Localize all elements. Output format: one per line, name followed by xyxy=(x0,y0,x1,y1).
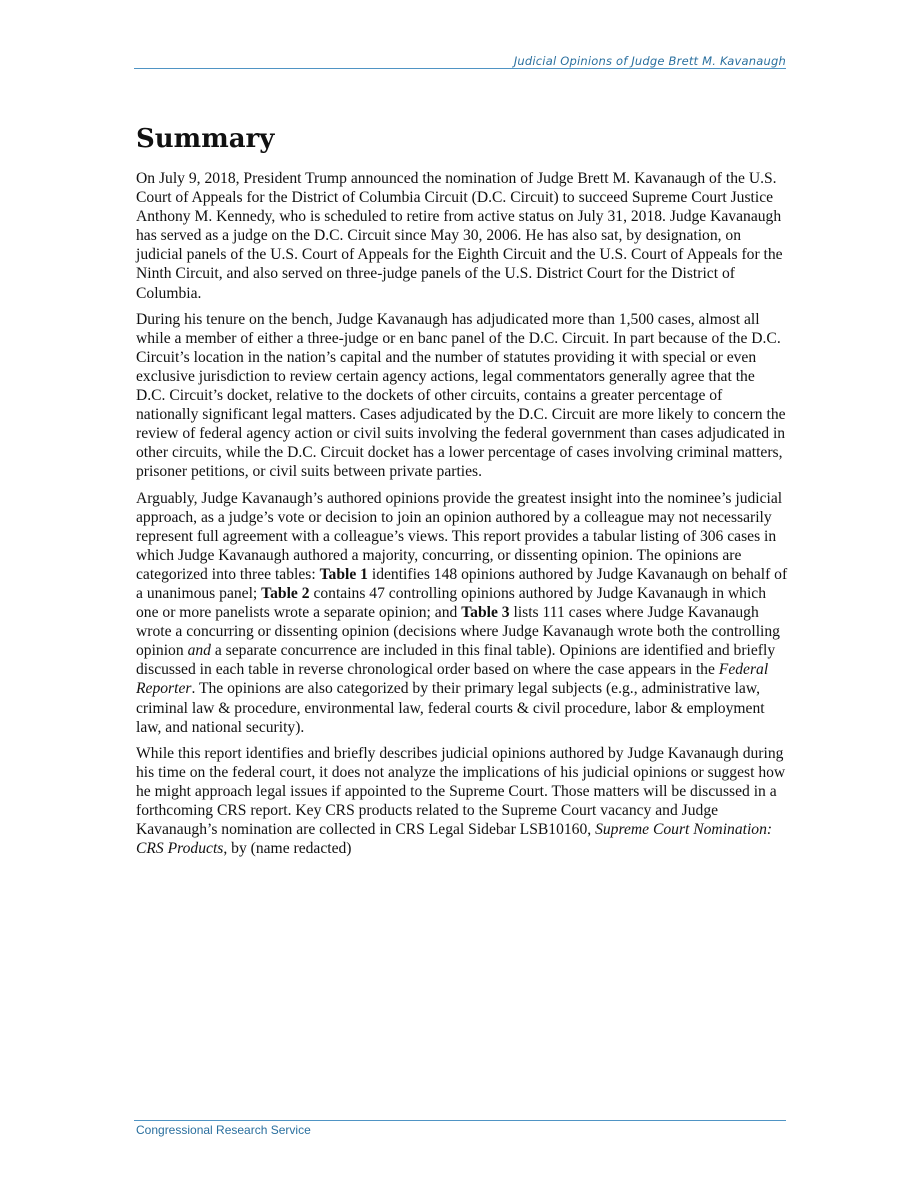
crs-product-title: Supreme Court Nomination: CRS Products xyxy=(136,821,773,858)
running-header-title: Judicial Opinions of Judge Brett M. Kavanaugh xyxy=(513,54,786,68)
paragraph-2: During his tenure on the bench, Judge Kavanaugh has adjudicated more than 1,500 cases, almost all while a member of either a three-judge or en banc panel of the D.C. Circuit. In part because of the D.C. Circuit’s location in the nation’s capital and the number of statutes providing it with special or even exclusive jurisdiction to review certain agency actions, legal commentators generally agree that the D.C. Circuit’s docket, relative to the dockets of other circuits, contains a greater percentage of nationally significant legal matters. Cases adjudicated by the D.C. Circuit are more likely to concern the review of federal agency action or civil suits involving the federal government than cases adjudicated in other circuits, while the D.C. Circuit docket has a lower percentage of cases involving criminal matters, prisoner petitions, or civil suits between private parties. xyxy=(136,310,786,481)
text-run: While this report identifies and briefly describes judicial opinions authored by Judge Kavanaugh during his time on the federal court, it does not analyze the implications of his judicial opinions or suggest how he might approach legal issues if appointed to the Supreme Court. Those matters will be discussed in a forthcoming CRS report. Key CRS products related to the Supreme Court vacancy and Judge Kavanaugh’s nomination are collected in CRS Legal Sidebar LSB10160, xyxy=(136,744,786,839)
footer-divider xyxy=(134,1120,786,1121)
text-run: contains 47 controlling opinions authored by Judge Kavanaugh in which one or more panelists wrote a separate opinion; and xyxy=(136,584,767,622)
text-run: a separate concurrence are included in this final table). Opinions are identified and briefly discussed in each table in reverse chronological order based on where the case appears in the xyxy=(136,642,776,679)
table-1-reference: Table 1 xyxy=(319,565,368,583)
text-run: Arguably, Judge Kavanaugh’s authored opinions provide the greatest insight into the nominee’s judicial approach, as a judge’s vote or decision to join an opinion authored by a colleague may not necessarily represent full agreement with a colleague’s views. This report provides a tabular listing of 306 cases in which Judge Kavanaugh authored a majority, concurring, or dissenting opinion. The opinions are categorized into three tables: xyxy=(136,489,783,583)
paragraph-3 xyxy=(136,489,788,737)
table-2-reference: Table 2 xyxy=(261,584,310,602)
emphasis-and: and xyxy=(187,642,211,660)
paragraph-1: On July 9, 2018, President Trump announced the nomination of Judge Brett M. Kavanaugh of the U.S. Court of Appeals for the District of Columbia Circuit (D.C. Circuit) to succeed Supreme Court Justice Anthony M. Kennedy, who is scheduled to retire from active status on July 31, 2018. Judge Kavanaugh has served as a judge on the D.C. Circuit since May 30, 2006. He has also sat, by designation, on judicial panels of the U.S. Court of Appeals for the Eighth Circuit and the U.S. Court of Appeals for the Ninth Circuit, and also served on three-judge panels of the U.S. District Court for the District of Columbia. xyxy=(136,170,783,302)
paragraph-4 xyxy=(136,744,788,859)
text-run: identifies 148 opinions authored by Judge Kavanaugh on behalf of a unanimous panel; xyxy=(136,565,788,602)
section-heading: Summary xyxy=(136,124,275,154)
summary-body xyxy=(136,169,788,865)
text-run: . The opinions are also categorized by their primary legal subjects (e.g., administrative law, criminal law & procedure, environmental law, federal courts & civil procedure, labor & employment law, and national security). xyxy=(136,680,765,736)
text-run: , by (name redacted) xyxy=(223,840,352,858)
text-run: lists 111 cases where Judge Kavanaugh wrote a concurring or dissenting opinion (decisions where Judge Kavanaugh wrote both the controlling opinion xyxy=(136,604,780,660)
footer-organization: Congressional Research Service xyxy=(136,1123,311,1137)
table-3-reference: Table 3 xyxy=(461,604,510,622)
header-divider xyxy=(134,68,786,69)
federal-reporter-title: Federal Reporter xyxy=(136,661,769,698)
